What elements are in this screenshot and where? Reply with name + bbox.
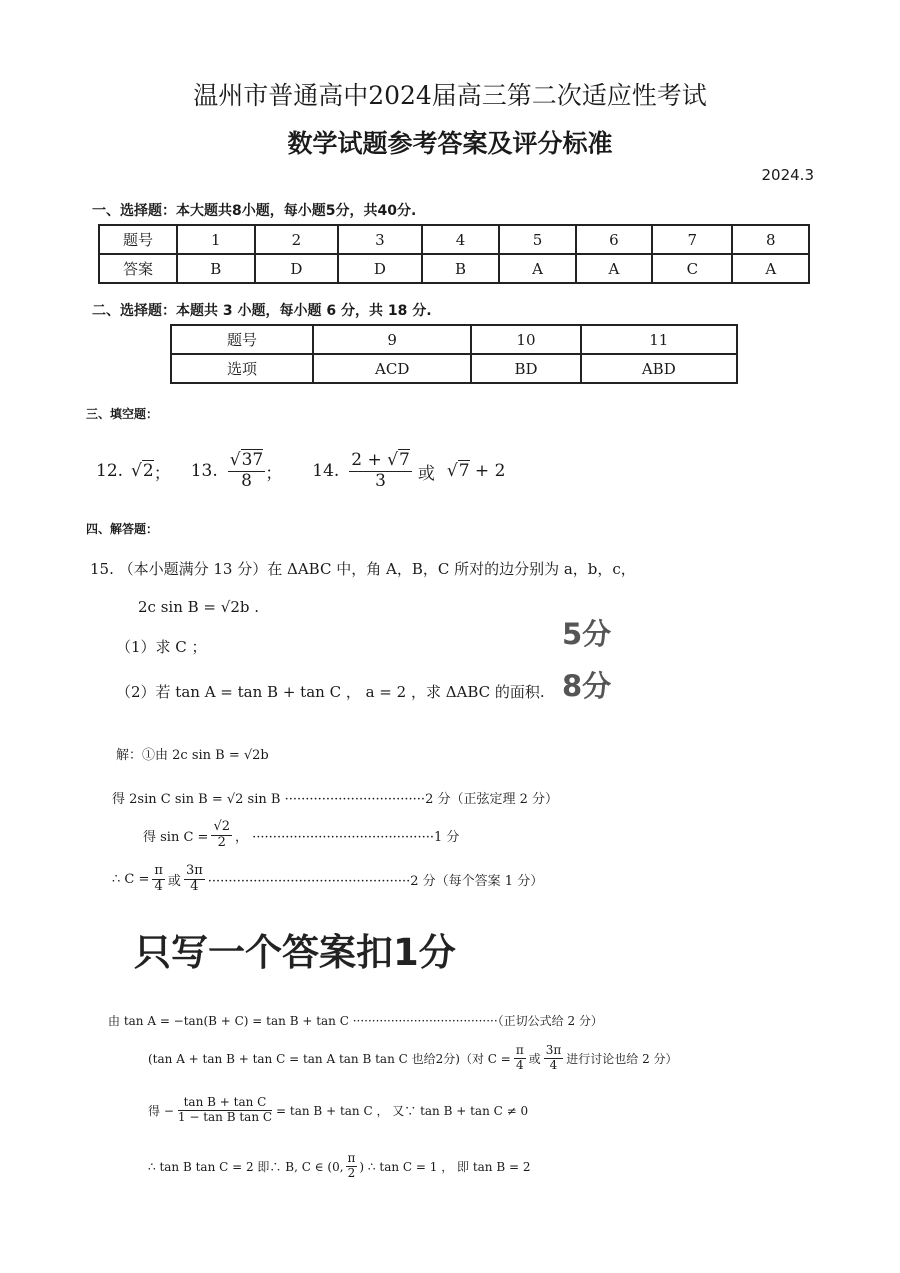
part2-heading: 二、选择题：本题共 3 小题，每小题 6 分，共 18 分.: [92, 303, 432, 319]
table-cell: 8: [732, 225, 809, 254]
solution-line-3: 得 sin C = $\frac{√2}{2}$ ， ············································1 分: [143, 819, 460, 850]
part2-answer-table: [170, 324, 738, 384]
table-cell: 7: [652, 225, 732, 254]
table-cell: 3: [338, 225, 422, 254]
solution-line-7: 得 − $\frac{\text{tan B + tan C}}{\text{1 − tan B tan C}}$ = tan B + tan C ， 又∵ tan B + tan C ≠ 0: [148, 1095, 529, 1124]
solution-line-6: (tan A + tan B + tan C = tan A tan B tan C 也给2分)（对 C = $\frac{\pi}{4}$ 或 $\frac{3\pi}{4}$ 进行讨论也给 2 分）: [148, 1043, 678, 1072]
table-cell: 4: [422, 225, 500, 254]
table-cell: BD: [471, 354, 580, 383]
separator: ；: [265, 463, 283, 484]
solution-line-4: ∴ C = $\frac{\pi}{4}$ 或 $\frac{3\pi}{4}$ ·················································2 分（每个答案 1 分）: [112, 863, 544, 894]
q14-answer: $\frac{2 + √7}{3}$: [351, 449, 410, 491]
table-row: [99, 254, 809, 283]
table-cell: D: [338, 254, 422, 283]
table-cell: C: [652, 254, 732, 283]
table-cell: 1: [177, 225, 255, 254]
q15-condition: 2c sin B = √2b .: [138, 598, 260, 616]
table-row: [171, 354, 737, 383]
q15-part2: （2）若 tan A = tan B + tan C ， a = 2 ，求 ΔABC 的面积.: [116, 683, 545, 701]
part3-heading: 三、填空题：: [86, 407, 159, 421]
document-date: 2024.3: [761, 166, 814, 184]
document-subtitle: 数学试题参考答案及评分标准: [287, 129, 613, 158]
table-row: [171, 325, 737, 354]
solution-line-5: 由 tan A = −tan(B + C) = tan B + tan C ······································（正切公式给 2 分）: [108, 1014, 603, 1028]
part4-heading: 四、解答题：: [86, 522, 159, 536]
part1-heading: 一、选择题：本大题共8小题，每小题5分，共40分.: [92, 203, 417, 219]
q15-intro: 15. （本小题满分 13 分）在 ΔABC 中，角 A，B，C 所对的边分别为 a，b，c，: [90, 560, 636, 578]
q14-label: 14.: [312, 461, 340, 481]
q12-label: 12.: [96, 461, 124, 481]
or-text: 或: [417, 463, 435, 484]
table-cell: A: [576, 254, 652, 283]
table-cell: A: [499, 254, 575, 283]
q14-alt-answer: √7 + 2: [446, 461, 506, 481]
part1-answer-table: [98, 224, 810, 284]
table-header-cell: 选项: [171, 354, 313, 383]
solution-line-2: 得 2sin C sin B = √2 sin B ··································2 分（正弦定理 2 分）: [112, 792, 559, 807]
solution-line-8: ∴ tan B tan C = 2 即∴ B, C ∈ (0, $\frac{\pi}{2}$ ) ∴ tan C = 1 ， 即 tan B = 2: [148, 1151, 531, 1180]
separator: ；: [153, 463, 171, 484]
q12-answer: 2: [142, 461, 154, 481]
q13-label: 13.: [190, 461, 218, 481]
table-row: [99, 225, 809, 254]
table-cell: ACD: [313, 354, 471, 383]
q15-part1: （1）求 C ；: [116, 638, 207, 656]
table-cell: 10: [471, 325, 580, 354]
score-stamp-part2: 8分: [562, 669, 612, 703]
table-header-cell: 题号: [171, 325, 313, 354]
grading-note: 只写一个答案扣1分: [134, 931, 456, 974]
table-cell: 6: [576, 225, 652, 254]
table-cell: 11: [581, 325, 737, 354]
table-cell: 5: [499, 225, 575, 254]
exam-title: 温州市普通高中2024届高三第二次适应性考试: [193, 81, 707, 110]
table-header-cell: 题号: [99, 225, 177, 254]
solution-line-1: 解：①由 2c sin B = √2b: [116, 748, 269, 763]
q13-answer: $\frac{√37}{8}$: [229, 449, 264, 491]
table-cell: ABD: [581, 354, 737, 383]
table-cell: B: [422, 254, 500, 283]
table-cell: D: [255, 254, 339, 283]
table-cell: 2: [255, 225, 339, 254]
table-cell: A: [732, 254, 809, 283]
fill-in-answers: 12. √2 ； 13. $\frac{√37}{8}$ ； 14. $\frac{2 + √7}{3}$ 或 √7 + 2: [96, 449, 506, 491]
score-stamp-part1: 5分: [562, 617, 612, 651]
table-cell: B: [177, 254, 255, 283]
table-header-cell: 答案: [99, 254, 177, 283]
table-cell: 9: [313, 325, 471, 354]
